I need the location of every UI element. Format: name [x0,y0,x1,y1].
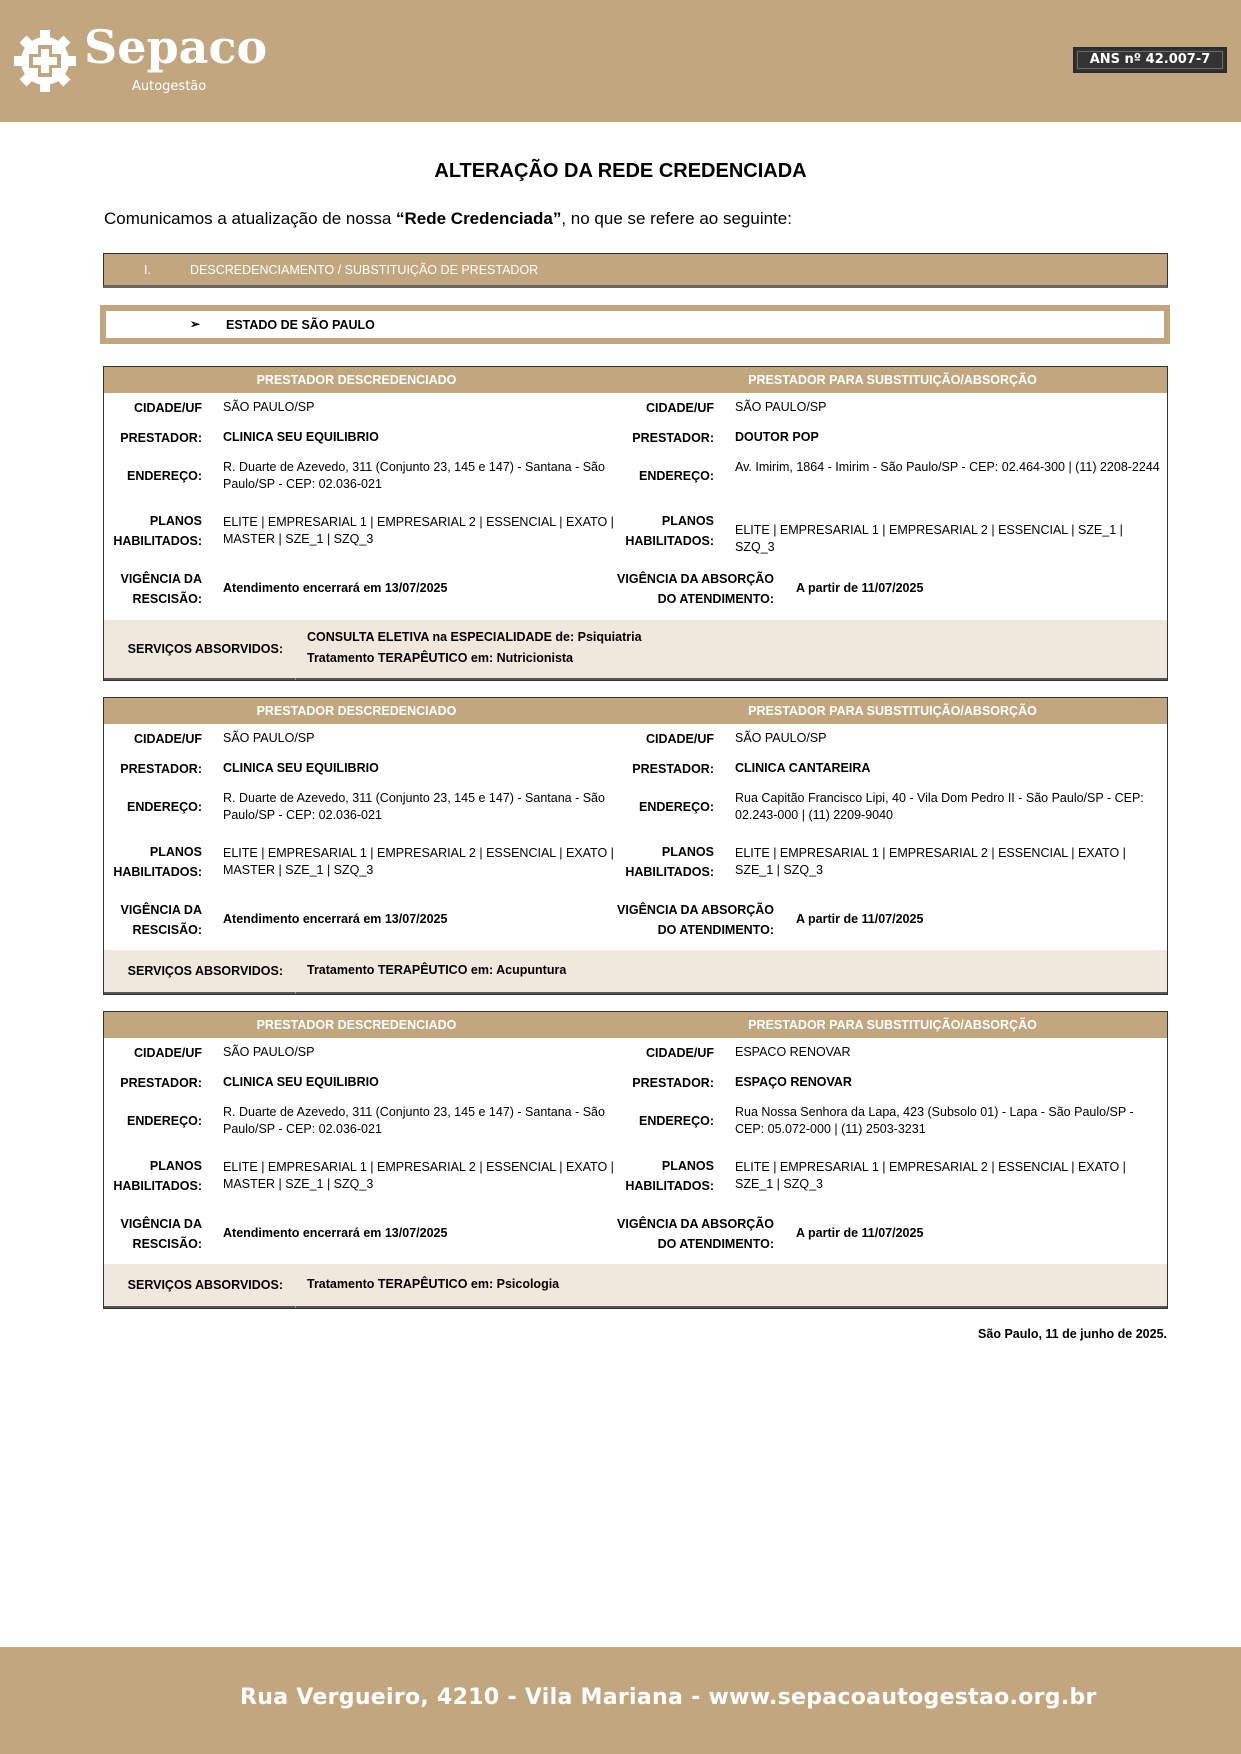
services-list [307,1274,559,1295]
services-divider [295,1306,296,1308]
label-prestador: PRESTADOR: [632,762,714,776]
value-planos: ELITE | EMPRESARIAL 1 | EMPRESARIAL 2 | ESSENCIAL | EXATO | MASTER | SZE_1 | SZQ_3 [223,846,614,877]
label-planos-1: PLANOS [661,514,714,528]
label-cidade: CIDADE/UF [645,732,714,746]
label-prestador: PRESTADOR: [120,762,202,776]
value-vigencia: A partir de 11/07/2025 [796,581,924,595]
label-vigencia-2: DO ATENDIMENTO: [657,592,774,606]
row-cidade [616,1043,1169,1063]
value-planos: ELITE | EMPRESARIAL 1 | EMPRESARIAL 2 | ESSENCIAL | SZE_1 | SZQ_3 [735,523,1123,554]
services-list [307,960,566,981]
label-cidade: CIDADE/UF [645,401,714,415]
label-planos [104,842,202,882]
value-endereco: Av. Imirim, 1864 - Imirim - São Paulo/SP - CEP: 02.464-300 | (11) 2208-2244 [735,460,1160,474]
header-substituicao: PRESTADOR PARA SUBSTITUIÇÃO/ABSORÇÃO [748,1018,1037,1032]
row-prestador [104,428,624,448]
value-prestador: ESPAÇO RENOVAR [735,1075,852,1089]
label-vigencia [616,1214,774,1254]
service-item: Tratamento TERAPÊUTICO em: Psicologia [307,1277,560,1291]
label-planos [104,511,202,551]
value-cidade: SÃO PAULO/SP [223,1045,315,1059]
row-prestador [616,428,1169,448]
label-vigencia-1: VIGÊNCIA DA [120,1217,202,1231]
value-planos: ELITE | EMPRESARIAL 1 | EMPRESARIAL 2 | ESSENCIAL | EXATO | MASTER | SZE_1 | SZQ_3 [223,1160,614,1191]
label-vigencia [104,1214,202,1254]
section-label: DESCREDENCIAMENTO / SUBSTITUIÇÃO DE PRESTADOR [190,263,539,277]
logo-subtitle: Autogestão [132,79,207,94]
intro-bold: “Rede Credenciada” [396,209,562,228]
section-bar [103,253,1168,288]
value-planos: ELITE | EMPRESARIAL 1 | EMPRESARIAL 2 | ESSENCIAL | EXATO | MASTER | SZE_1 | SZQ_3 [223,515,614,546]
table-header [104,698,1167,724]
value-vigencia: A partir de 11/07/2025 [796,1226,924,1240]
ans-badge-text: ANS nº 42.007-7 [1077,51,1223,69]
label-servicos: SERVIÇOS ABSORVIDOS: [127,1278,283,1292]
value-vigencia: Atendimento encerrará em 13/07/2025 [223,1226,448,1240]
ans-badge [1073,47,1227,73]
page-header [0,0,1241,122]
label-vigencia [104,900,202,940]
label-cidade: CIDADE/UF [133,732,202,746]
label-vigencia-2: DO ATENDIMENTO: [657,1237,774,1251]
label-endereco: ENDEREÇO: [638,800,714,814]
row-cidade [104,729,624,749]
row-endereco [104,456,624,496]
row-planos [616,1156,1169,1196]
intro-after: , no que se refere ao seguinte: [561,209,792,228]
label-planos [616,842,714,882]
row-planos [616,842,1169,882]
row-planos [616,511,1169,554]
label-prestador: PRESTADOR: [120,1076,202,1090]
label-servicos: SERVIÇOS ABSORVIDOS: [127,964,283,978]
row-prestador [104,1073,624,1093]
header-descredenciado: PRESTADOR DESCREDENCIADO [256,373,457,387]
arrowhead-bullet-icon: ➢ [190,317,201,331]
label-planos-2: HABILITADOS: [113,534,202,548]
label-planos-1: PLANOS [661,1159,714,1173]
label-prestador: PRESTADOR: [632,1076,714,1090]
label-prestador: PRESTADOR: [120,431,202,445]
provider-table [103,366,1168,681]
value-prestador: DOUTOR POP [735,430,819,444]
value-planos: ELITE | EMPRESARIAL 1 | EMPRESARIAL 2 | ESSENCIAL | EXATO | SZE_1 | SZQ_3 [735,846,1126,877]
label-vigencia [616,569,774,609]
label-vigencia-1: VIGÊNCIA DA [120,903,202,917]
page-title: ALTERAÇÃO DA REDE CREDENCIADA [434,160,807,182]
service-item: Tratamento TERAPÊUTICO em: Acupuntura [307,963,567,977]
value-endereco: Rua Nossa Senhora da Lapa, 423 (Subsolo 01) - Lapa - São Paulo/SP - CEP: 05.072-000 | (11) 2503-3231 [735,1105,1134,1136]
label-servicos: SERVIÇOS ABSORVIDOS: [127,642,283,656]
value-prestador: CLINICA CANTAREIRA [735,761,871,775]
label-planos-1: PLANOS [149,1159,202,1173]
label-vigencia [104,569,202,609]
row-vigencia [104,1214,624,1254]
value-endereco: Rua Capitão Francisco Lipi, 40 - Vila Dom Pedro II - São Paulo/SP - CEP: 02.243-000 | (11) 2209-9040 [735,791,1144,822]
label-cidade: CIDADE/UF [133,401,202,415]
label-endereco: ENDEREÇO: [126,469,202,483]
state-label: ESTADO DE SÃO PAULO [226,318,375,332]
value-vigencia: A partir de 11/07/2025 [796,912,924,926]
services-row [104,1264,1167,1308]
value-endereco: R. Duarte de Azevedo, 311 (Conjunto 23, 145 e 147) - Santana - São Paulo/SP - CEP: 02.036-021 [223,1105,605,1136]
label-planos [616,1156,714,1196]
footer-address: Rua Vergueiro, 4210 - Vila Mariana - www.sepacoautogestao.org.br [240,1685,1097,1710]
value-cidade: SÃO PAULO/SP [223,731,315,745]
row-prestador [616,759,1169,779]
logo-name: Sepaco [84,20,268,74]
value-prestador: CLINICA SEU EQUILIBRIO [223,1075,379,1089]
services-list [307,627,642,669]
label-endereco: ENDEREÇO: [638,1114,714,1128]
label-planos-1: PLANOS [661,845,714,859]
row-endereco [104,787,624,827]
row-cidade [104,398,624,418]
row-planos [104,511,624,551]
services-divider [295,992,296,994]
table-header [104,1012,1167,1038]
label-vigencia-2: RESCISÃO: [132,923,202,937]
value-cidade: ESPACO RENOVAR [735,1045,851,1059]
label-cidade: CIDADE/UF [133,1046,202,1060]
row-endereco [616,787,1169,827]
value-endereco: R. Duarte de Azevedo, 311 (Conjunto 23, 145 e 147) - Santana - São Paulo/SP - CEP: 02.036-021 [223,460,605,491]
sepaco-logo [12,20,282,100]
row-vigencia [616,1214,1169,1254]
row-cidade [616,398,1169,418]
value-vigencia: Atendimento encerrará em 13/07/2025 [223,912,448,926]
label-planos-2: HABILITADOS: [625,1179,714,1193]
label-vigencia [616,900,774,940]
label-planos-2: HABILITADOS: [113,1179,202,1193]
label-endereco: ENDEREÇO: [126,800,202,814]
label-endereco: ENDEREÇO: [638,469,714,483]
value-vigencia: Atendimento encerrará em 13/07/2025 [223,581,448,595]
row-cidade [104,1043,624,1063]
row-prestador [616,1073,1169,1093]
header-substituicao: PRESTADOR PARA SUBSTITUIÇÃO/ABSORÇÃO [748,373,1037,387]
label-vigencia-2: RESCISÃO: [132,1237,202,1251]
value-planos: ELITE | EMPRESARIAL 1 | EMPRESARIAL 2 | ESSENCIAL | EXATO | SZE_1 | SZQ_3 [735,1160,1126,1191]
label-planos-2: HABILITADOS: [625,865,714,879]
value-cidade: SÃO PAULO/SP [735,400,827,414]
row-endereco [616,1101,1169,1141]
row-vigencia [104,569,624,609]
section-number: I. [144,263,151,277]
label-prestador: PRESTADOR: [632,431,714,445]
service-item: CONSULTA ELETIVA na ESPECIALIDADE de: Psiquiatria [307,630,642,644]
label-planos-1: PLANOS [149,514,202,528]
label-planos [616,511,714,551]
row-endereco [616,456,1169,496]
row-endereco [104,1101,624,1141]
label-vigencia-1: VIGÊNCIA DA ABSORÇÃO [617,572,774,586]
label-vigencia-2: DO ATENDIMENTO: [657,923,774,937]
state-box [100,305,1170,344]
header-descredenciado: PRESTADOR DESCREDENCIADO [256,1018,457,1032]
label-planos [104,1156,202,1196]
value-cidade: SÃO PAULO/SP [735,731,827,745]
label-planos-2: HABILITADOS: [113,865,202,879]
label-vigencia-1: VIGÊNCIA DA ABSORÇÃO [617,903,774,917]
intro-before: Comunicamos a atualização de nossa [104,209,396,228]
label-vigencia-1: VIGÊNCIA DA ABSORÇÃO [617,1217,774,1231]
label-endereco: ENDEREÇO: [126,1114,202,1128]
header-substituicao: PRESTADOR PARA SUBSTITUIÇÃO/ABSORÇÃO [748,704,1037,718]
services-row [104,620,1167,680]
label-vigencia-1: VIGÊNCIA DA [120,572,202,586]
services-row [104,950,1167,994]
row-vigencia [616,569,1169,609]
value-prestador: CLINICA SEU EQUILIBRIO [223,430,379,444]
header-descredenciado: PRESTADOR DESCREDENCIADO [256,704,457,718]
row-planos [104,1156,624,1196]
document-date: São Paulo, 11 de junho de 2025. [978,1327,1167,1341]
service-item: Tratamento TERAPÊUTICO em: Nutricionista [307,651,574,665]
label-planos-2: HABILITADOS: [625,534,714,548]
row-cidade [616,729,1169,749]
page-footer [0,1647,1241,1754]
services-divider [295,678,296,680]
value-prestador: CLINICA SEU EQUILIBRIO [223,761,379,775]
value-endereco: R. Duarte de Azevedo, 311 (Conjunto 23, 145 e 147) - Santana - São Paulo/SP - CEP: 02.036-021 [223,791,605,822]
provider-table [103,697,1168,995]
table-header [104,367,1167,393]
row-prestador [104,759,624,779]
gear-cross-icon [12,28,78,94]
row-vigencia [616,900,1169,940]
value-cidade: SÃO PAULO/SP [223,400,315,414]
label-vigencia-2: RESCISÃO: [132,592,202,606]
label-cidade: CIDADE/UF [645,1046,714,1060]
label-planos-1: PLANOS [149,845,202,859]
provider-table [103,1011,1168,1309]
row-vigencia [104,900,624,940]
intro-text [104,209,792,229]
row-planos [104,842,624,882]
